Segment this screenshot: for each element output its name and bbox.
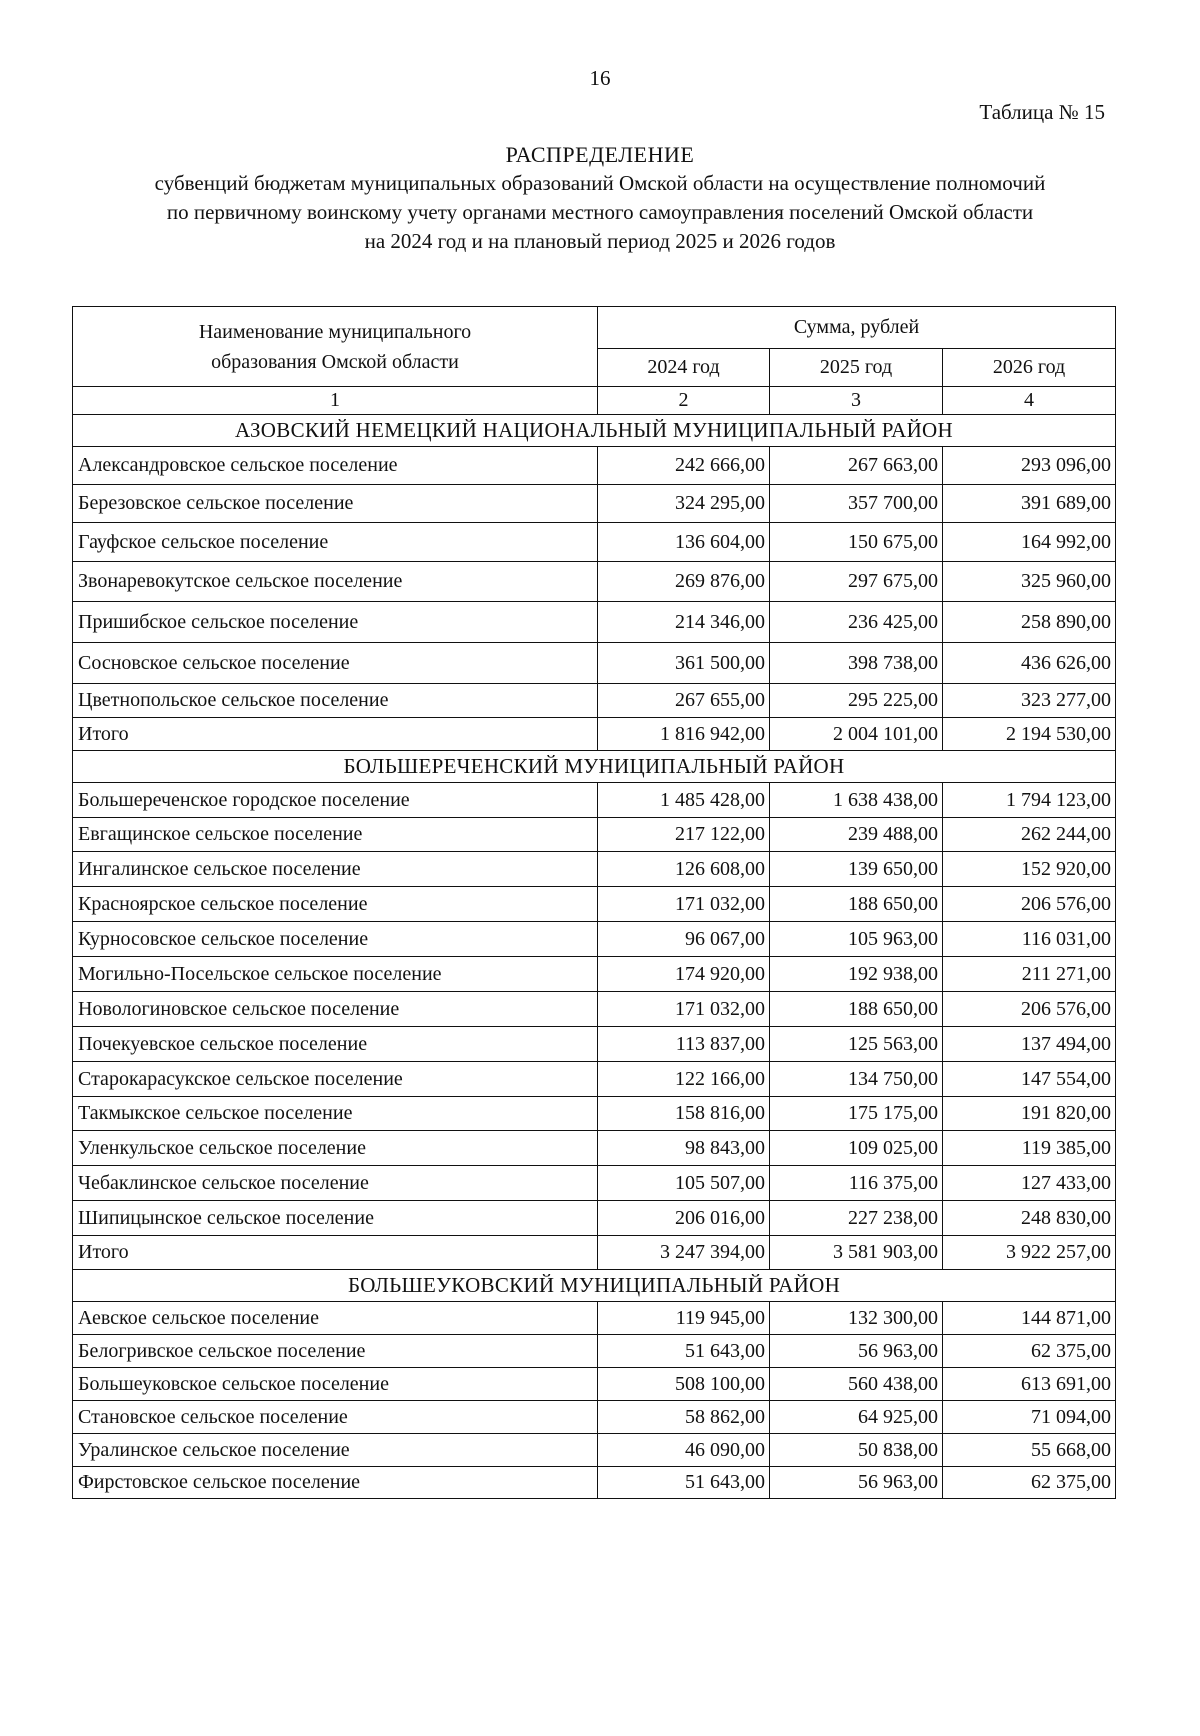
settlement-name: Аевское сельское поселение [73,1302,598,1335]
amount-2025: 134 750,00 [770,1062,943,1097]
settlement-name: Александровское сельское поселение [73,447,598,485]
distribution-table [72,306,1116,1499]
amount-2024: 361 500,00 [598,643,770,684]
amount-2024: 1 485 428,00 [598,783,770,818]
amount-2024: 122 166,00 [598,1062,770,1097]
amount-2025: 109 025,00 [770,1131,943,1166]
amount-2026: 71 094,00 [943,1401,1116,1434]
settlement-name: Евгащинское сельское поселение [73,818,598,852]
amount-2026: 152 920,00 [943,852,1116,887]
amount-2026: 119 385,00 [943,1131,1116,1166]
amount-2026: 206 576,00 [943,992,1116,1027]
column-numbers-row [73,387,1116,415]
amount-2024: 324 295,00 [598,485,770,523]
amount-2024: 171 032,00 [598,887,770,922]
amount-2026: 147 554,00 [943,1062,1116,1097]
amount-2026: 137 494,00 [943,1027,1116,1062]
table-row [73,1368,1116,1401]
table-row [73,818,1116,852]
amount-2026: 116 031,00 [943,922,1116,957]
amount-2025: 150 675,00 [770,523,943,562]
settlement-name: Сосновское сельское поселение [73,643,598,684]
settlement-name: Чебаклинское сельское поселение [73,1166,598,1201]
header-year-2025: 2025 год [770,349,943,387]
header-name-line1: Наименование муниципального [198,320,472,343]
table-row [73,1166,1116,1201]
amount-2025: 139 650,00 [770,852,943,887]
amount-2025: 239 488,00 [770,818,943,852]
header-year-2026: 2026 год [943,349,1116,387]
district-row [73,415,1116,447]
amount-2026: 211 271,00 [943,957,1116,992]
table-row [73,562,1116,602]
amount-2025: 398 738,00 [770,643,943,684]
amount-2025: 227 238,00 [770,1201,943,1236]
district-name: БОЛЬШЕРЕЧЕНСКИЙ МУНИЦИПАЛЬНЫЙ РАЙОН [73,751,1116,783]
amount-2026: 127 433,00 [943,1166,1116,1201]
settlement-name: Могильно-Посельское сельское поселение [73,957,598,992]
amount-2024: 105 507,00 [598,1166,770,1201]
settlement-name: Старокарасукское сельское поселение [73,1062,598,1097]
table-row [73,1201,1116,1236]
table-row [73,1401,1116,1434]
amount-2024: 136 604,00 [598,523,770,562]
amount-2024: 113 837,00 [598,1027,770,1062]
settlement-name: Пришибское сельское поселение [73,602,598,643]
district-row [73,1270,1116,1302]
table-row [73,643,1116,684]
table-row [73,485,1116,523]
amount-2026: 325 960,00 [943,562,1116,602]
amount-2026: 262 244,00 [943,818,1116,852]
amount-2024: 126 608,00 [598,852,770,887]
amount-2024: 174 920,00 [598,957,770,992]
settlement-name: Большереченское городское поселение [73,783,598,818]
settlement-name: Красноярское сельское поселение [73,887,598,922]
table-row [73,957,1116,992]
amount-2026: 293 096,00 [943,447,1116,485]
amount-2024: 58 862,00 [598,1401,770,1434]
amount-2026: 2 194 530,00 [943,718,1116,751]
settlement-name: Новологиновское сельское поселение [73,992,598,1027]
table-row [73,1062,1116,1097]
amount-2026: 144 871,00 [943,1302,1116,1335]
table-row [73,447,1116,485]
settlement-name: Шипицынское сельское поселение [73,1201,598,1236]
amount-2024: 3 247 394,00 [598,1236,770,1270]
amount-2025: 236 425,00 [770,602,943,643]
subtitle-line: субвенций бюджетам муниципальных образований Омской области на осуществление полномочий [154,171,1046,195]
settlement-name: Фирстовское сельское поселение [73,1467,598,1499]
amount-2025: 295 225,00 [770,684,943,718]
table-row [73,1097,1116,1131]
settlement-name: Белогривское сельское поселение [73,1335,598,1368]
settlement-name: Гауфское сельское поселение [73,523,598,562]
table-row [73,922,1116,957]
column-number: 4 [943,387,1116,415]
amount-2025: 2 004 101,00 [770,718,943,751]
amount-2026: 3 922 257,00 [943,1236,1116,1270]
table-row [73,1302,1116,1335]
district-name: АЗОВСКИЙ НЕМЕЦКИЙ НАЦИОНАЛЬНЫЙ МУНИЦИПАЛЬНЫЙ РАЙОН [73,415,1116,447]
amount-2025: 56 963,00 [770,1335,943,1368]
amount-2024: 206 016,00 [598,1201,770,1236]
amount-2026: 613 691,00 [943,1368,1116,1401]
amount-2026: 391 689,00 [943,485,1116,523]
page-number: 16 [589,66,611,90]
amount-2025: 192 938,00 [770,957,943,992]
amount-2026: 191 820,00 [943,1097,1116,1131]
amount-2025: 560 438,00 [770,1368,943,1401]
header-name-cell [73,307,598,387]
amount-2024: 46 090,00 [598,1434,770,1467]
settlement-name: Уленкульское сельское поселение [73,1131,598,1166]
header-sum-cell: Сумма, рублей [598,307,1116,349]
amount-2026: 1 794 123,00 [943,783,1116,818]
amount-2024: 242 666,00 [598,447,770,485]
amount-2026: 436 626,00 [943,643,1116,684]
amount-2025: 297 675,00 [770,562,943,602]
amount-2025: 116 375,00 [770,1166,943,1201]
amount-2026: 55 668,00 [943,1434,1116,1467]
amount-2026: 62 375,00 [943,1335,1116,1368]
amount-2024: 158 816,00 [598,1097,770,1131]
amount-2025: 267 663,00 [770,447,943,485]
amount-2026: 323 277,00 [943,684,1116,718]
amount-2025: 188 650,00 [770,992,943,1027]
header-row [73,307,1116,349]
settlement-name: Почекуевское сельское поселение [73,1027,598,1062]
table-row [73,783,1116,818]
subtitle-line: на 2024 год и на плановый период 2025 и 2026 годов [364,229,836,253]
amount-2024: 171 032,00 [598,992,770,1027]
table-row [73,684,1116,718]
settlement-name: Итого [73,1236,598,1270]
amount-2024: 269 876,00 [598,562,770,602]
amount-2025: 357 700,00 [770,485,943,523]
amount-2025: 1 638 438,00 [770,783,943,818]
settlement-name: Итого [73,718,598,751]
amount-2026: 258 890,00 [943,602,1116,643]
amount-2024: 217 122,00 [598,818,770,852]
amount-2025: 56 963,00 [770,1467,943,1499]
district-name: БОЛЬШЕУКОВСКИЙ МУНИЦИПАЛЬНЫЙ РАЙОН [73,1270,1116,1302]
header-year-2024: 2024 год [598,349,770,387]
settlement-name: Большеуковское сельское поселение [73,1368,598,1401]
table-row [73,523,1116,562]
document-title: РАСПРЕДЕЛЕНИЕ [505,142,695,167]
table-row [73,1467,1116,1499]
amount-2024: 267 655,00 [598,684,770,718]
column-number: 2 [598,387,770,415]
amount-2025: 64 925,00 [770,1401,943,1434]
settlement-name: Уралинское сельское поселение [73,1434,598,1467]
district-row [73,751,1116,783]
settlement-name: Березовское сельское поселение [73,485,598,523]
table-row [73,852,1116,887]
header-name-line2: образования Омской области [211,350,459,373]
amount-2025: 125 563,00 [770,1027,943,1062]
table-row [73,1335,1116,1368]
table-row [73,1434,1116,1467]
amount-2025: 50 838,00 [770,1434,943,1467]
amount-2024: 51 643,00 [598,1335,770,1368]
settlement-name: Цветнопольское сельское поселение [73,684,598,718]
settlement-name: Курносовское сельское поселение [73,922,598,957]
total-row [73,1236,1116,1270]
settlement-name: Такмыкское сельское поселение [73,1097,598,1131]
amount-2024: 1 816 942,00 [598,718,770,751]
amount-2025: 132 300,00 [770,1302,943,1335]
document-heading [0,140,1200,256]
amount-2025: 105 963,00 [770,922,943,957]
amount-2024: 98 843,00 [598,1131,770,1166]
amount-2025: 175 175,00 [770,1097,943,1131]
settlement-name: Ингалинское сельское поселение [73,852,598,887]
amount-2024: 508 100,00 [598,1368,770,1401]
amount-2026: 248 830,00 [943,1201,1116,1236]
amount-2026: 62 375,00 [943,1467,1116,1499]
table-row [73,887,1116,922]
subtitle-line: по первичному воинскому учету органами местного самоуправления поселений Омской области [166,200,1034,224]
amount-2024: 119 945,00 [598,1302,770,1335]
amount-2024: 214 346,00 [598,602,770,643]
settlement-name: Звонаревокутское сельское поселение [73,562,598,602]
amount-2025: 3 581 903,00 [770,1236,943,1270]
column-number: 3 [770,387,943,415]
amount-2025: 188 650,00 [770,887,943,922]
amount-2026: 164 992,00 [943,523,1116,562]
table-row [73,1027,1116,1062]
amount-2026: 206 576,00 [943,887,1116,922]
total-row [73,718,1116,751]
settlement-name: Становское сельское поселение [73,1401,598,1434]
table-row [73,992,1116,1027]
table-row [73,602,1116,643]
amount-2024: 96 067,00 [598,922,770,957]
amount-2024: 51 643,00 [598,1467,770,1499]
column-number: 1 [73,387,598,415]
table-label: Таблица № 15 [979,100,1105,124]
table-row [73,1131,1116,1166]
